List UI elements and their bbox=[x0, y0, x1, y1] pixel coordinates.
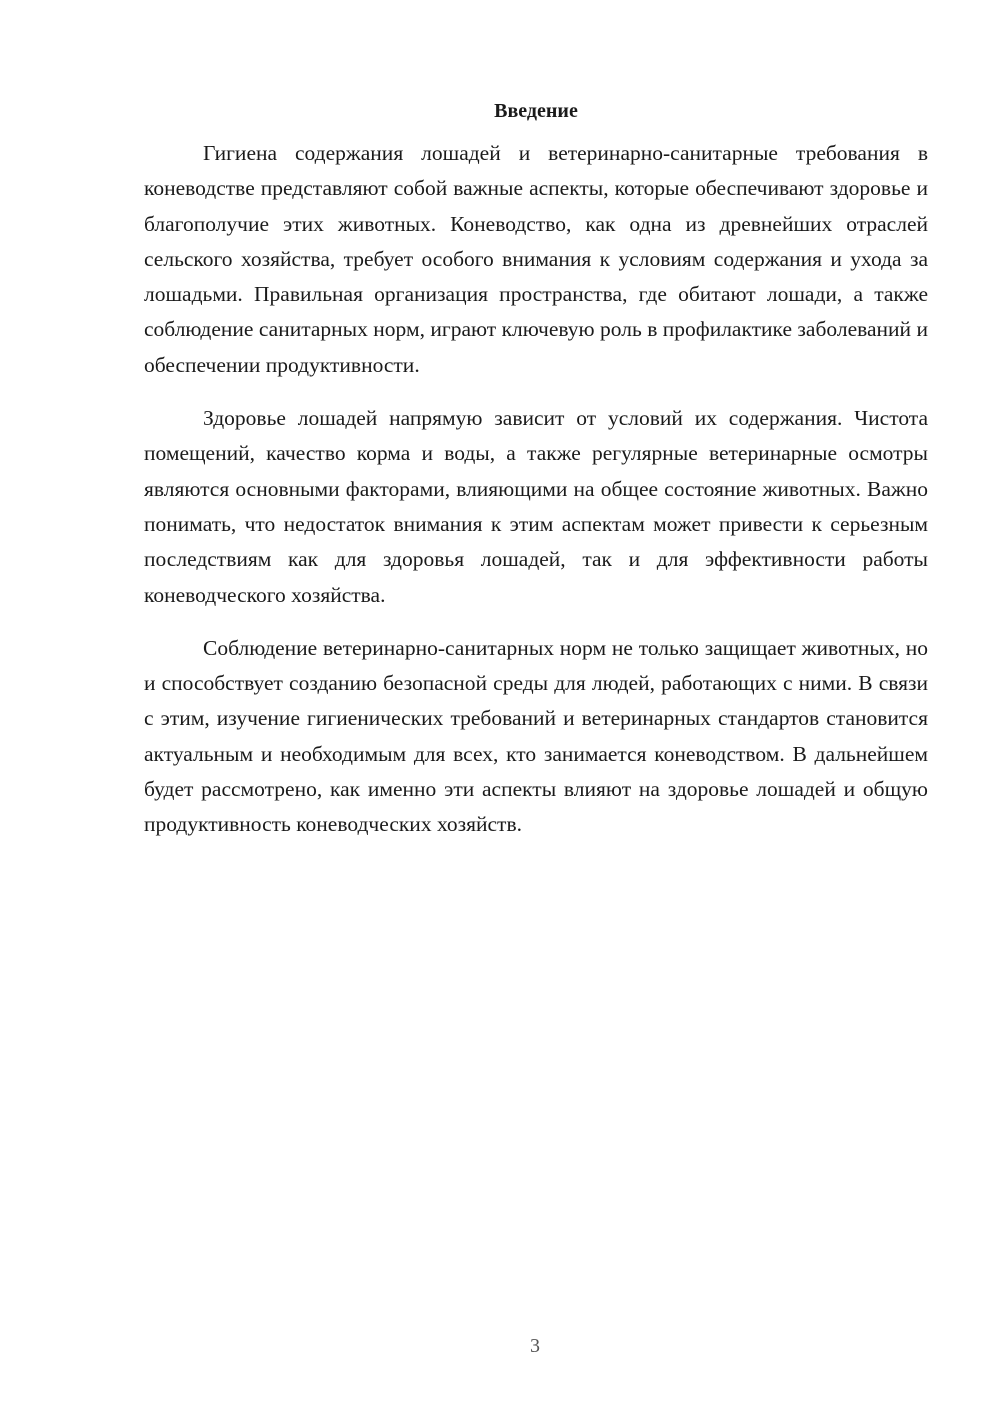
section-heading: Введение bbox=[494, 100, 578, 122]
page-number: 3 bbox=[530, 1335, 540, 1357]
paragraph-3: Соблюдение ветеринарно-санитарных норм не только защищает животных, но и способствует созданию безопасной среды для людей, работающих с ними. В связи с этим, изучение гигиенических требований и ветеринарных стандартов становится актуальным и необходимым для всех, кто занимается коневодством. В дальнейшем будет рассмотрено, как именно эти аспекты влияют на здоровье лошадей и общую продуктивность коневодческих хозяйств. bbox=[144, 635, 928, 837]
paragraph-2: Здоровье лошадей напрямую зависит от условий их содержания. Чистота помещений, качество корма и воды, а также регулярные ветеринарные осмотры являются основными факторами, влияющими на общее состояние животных. Важно понимать, что недостаток внимания к этим аспектам может привести к серьезным последствиям как для здоровья лошадей, так и для эффективности работы коневодческого хозяйства. bbox=[144, 406, 928, 607]
paragraph-1: Гигиена содержания лошадей и ветеринарно-санитарные требования в коневодстве представляют собой важные аспекты, которые обеспечивают здоровье и благополучие этих животных. Коневодство, как одна из древнейших отраслей сельского хозяйства, требует особого внимания к условиям содержания и ухода за лошадьми. Правильная организация пространства, где обитают лошади, а также соблюдение санитарных норм, играют ключевую роль в профилактике заболеваний и обеспечении продуктивности. bbox=[144, 141, 928, 377]
page-content bbox=[144, 96, 928, 861]
